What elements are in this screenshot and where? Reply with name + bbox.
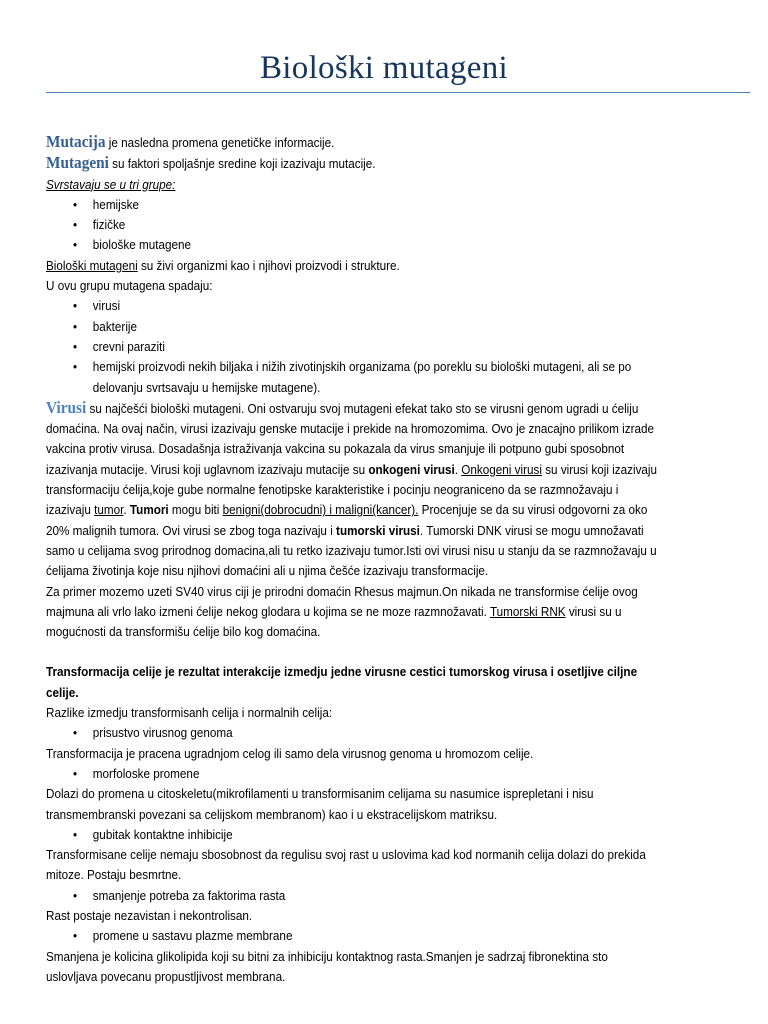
transform-bold-line: Transformacija celije je rezultat interakcije izmedju jedne virusne cestici tumorskog virusa i osetljive ciljne celije.: [46, 664, 638, 700]
virusi-text: . Tumorski DNK virusi se mogu umnožavati samo u celijama svog prirodnog domacina,ali tu retko izazivaju tumor.Isti ovi virusi nisu u stanju da se razmnožavaju u ćelijama životinja koje nisu njihovi domaćini ali u njima češće izazivaju transformacije.: [46, 522, 657, 579]
sv40-text: Za primer mozemo uzeti SV40 virus ciji je prirodni domaćin Rhesus majmun.On nikada ne transformise ćelije ovog majmuna ali vrlo lako izmeni ćelije nekog glodara u kojima se ne moze razmnožavati.: [46, 583, 638, 619]
list-item: • virusi: [46, 296, 658, 316]
virusi-text: su najčešći biološki mutageni. Oni ostvaruju svoj mutageni efekat tako sto se virusni genom ugradi u ćeliju domaćina. Na ovaj način, virusi izazivaju genske mutacije i prekide na hromozomima. Ovo je znacajno prilikom izrade vakcina protiv virusa. Dosadašnja istraživanja vakcina su pokazala da virus smanjuje ili potpuno gubi sposobnot izazivanja mutacije. Virusi koji uglavnom izazivaju mutacije su: [46, 400, 655, 477]
diff-list-1: [46, 723, 658, 743]
diff-paragraph: Transformisane celije nemaju sbosobnost da regulisu svoj rast u uslovima kad kod normanih celija dolazi do prekida mitoze. Postaju besmrtne.: [46, 847, 646, 883]
diff-paragraph: Smanjena je kolicina glikolipida koji su bitni za inhibiciju kontaktnog rasta.Smanjen je sadrzaj fibronektina sto uslovljava povecanu propustljivost membrana.: [46, 948, 608, 984]
diff-list-5: [46, 926, 658, 946]
diff-list-4: [46, 886, 658, 906]
list-item: • morfoloske promene: [46, 764, 658, 784]
title-divider: [46, 92, 750, 93]
groups-list: [46, 195, 658, 256]
bio-definition-paragraph: [46, 256, 658, 276]
tumor-underlined: tumor: [94, 502, 124, 518]
virusi-paragraph: [46, 398, 658, 582]
diff-list-2: [46, 764, 658, 784]
page-title: Biološki mutageni: [259, 50, 508, 86]
virusi-text: .: [454, 461, 462, 477]
tumorski-bold: tumorski virusi: [336, 522, 420, 538]
bio-group-intro: U ovu grupu mutagena spadaju:: [46, 278, 213, 294]
tumori-bold: Tumori: [129, 502, 169, 518]
virusi-text: Ovi virusi se zbog toga nazivaju i: [159, 522, 337, 538]
spacer: [46, 642, 658, 662]
list-item: • biološke mutagene: [46, 235, 658, 255]
diff-list-3: [46, 825, 658, 845]
virusi-text: su virusi koji izazivaju transformaciju ćelija,koje gube normalne fenotipske karakteristike i pocinju neograniceno da se razmnožavaju i izazivaju: [46, 461, 658, 518]
virusi-text: mogu biti: [168, 502, 223, 518]
diff-intro: Razlike izmedju transformisanh celija i normalnih celija:: [46, 705, 333, 721]
mutageni-paragraph: [46, 153, 658, 174]
list-item: • crevni paraziti: [46, 337, 658, 357]
list-item: • prisustvo virusnog genoma: [46, 723, 658, 743]
virusi-text: Procenjuje se da su virusi odgovorni za oko 20% malignih tumora.: [46, 502, 648, 538]
bio-list: [46, 296, 658, 397]
groups-label: Svrstavaju se u tri grupe:: [46, 176, 176, 192]
document-body: [46, 132, 658, 987]
mutacija-term: Mutacija: [46, 132, 106, 151]
diff-paragraph: Rast postaje nezavistan i nekontrolisan.: [46, 907, 253, 923]
mutageni-definition: su faktori spoljašnje sredine koji izazivaju mutacije.: [108, 156, 376, 172]
list-item: • bakterije: [46, 317, 658, 337]
bio-term: Biološki mutageni: [46, 257, 138, 273]
diff-paragraph: Transformacija je pracena ugradnjom celog ili samo dela virusnog genoma u hromozom celije.: [46, 745, 534, 761]
rnk-underlined: Tumorski RNK: [489, 603, 566, 619]
list-item: • hemijski proizvodi nekih biljaka i nižih zivotinjskih organizama (po poreklu su biološki mutageni, ali se po delovanju svrtsavaju u hemijske mutagene).: [46, 357, 658, 398]
list-item: • hemijske: [46, 195, 658, 215]
list-item: • gubitak kontaktne inhibicije: [46, 825, 658, 845]
mutageni-term: Mutageni: [46, 153, 109, 173]
mutacija-definition: je nasledna promena genetičke informacije.: [105, 135, 335, 150]
benigni-underlined: benigni(dobrocudni) i maligni(kancer).: [222, 502, 419, 518]
sv40-text: virusi su u mogućnosti da transformišu ćelije bilo kog domaćina.: [46, 603, 622, 640]
mutacija-paragraph: [46, 132, 658, 153]
list-item: • fizičke: [46, 215, 658, 235]
diff-paragraph: Dolazi do promena u citoskeletu(mikrofilamenti u transformisanim celijama su nasumice isprepletani i nisu transmembranski povezani sa celijskom membranom) kao i u ekstracelijskom matriksu.: [46, 786, 594, 822]
sv40-paragraph: [46, 582, 658, 643]
list-item: • smanjenje potreba za faktorima rasta: [46, 886, 658, 906]
virusi-term: Virusi: [46, 397, 87, 417]
list-item: • promene u sastavu plazme membrane: [46, 926, 658, 946]
bio-definition: su živi organizmi kao i njihovi proizvodi i strukture.: [137, 257, 400, 273]
onkogeni-bold: onkogeni virusi: [368, 461, 455, 477]
onkogeni-underlined: Onkogeni virusi: [461, 461, 542, 477]
virusi-text: .: [123, 502, 130, 518]
